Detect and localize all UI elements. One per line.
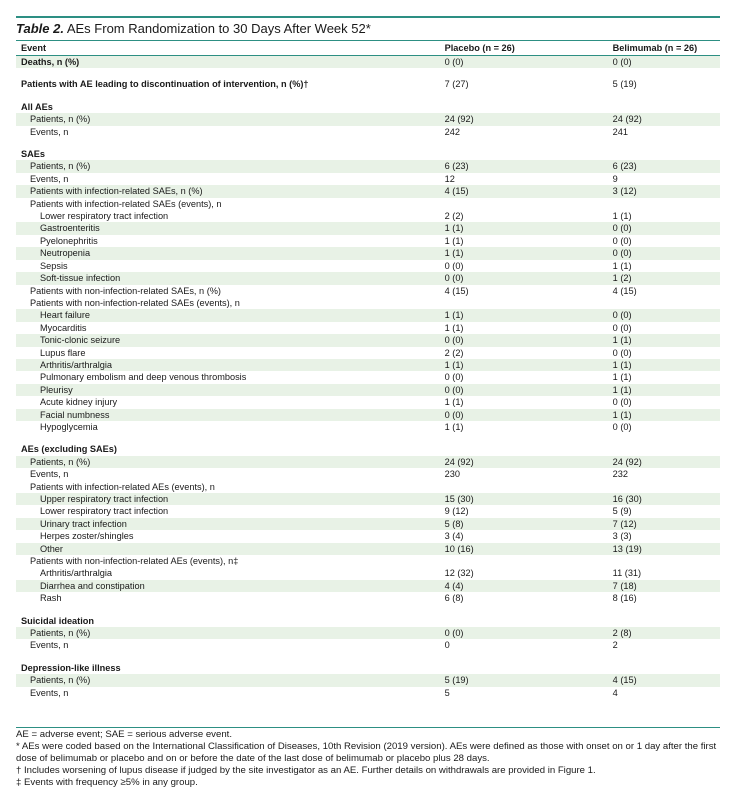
placebo-cell: 0 (444, 640, 450, 651)
belimumab-cell: 0 (0) (612, 322, 632, 333)
table-row (16, 456, 720, 468)
event-cell: Patients with infection-related AEs (events), n (30, 481, 215, 492)
event-cell: Pulmonary embolism and deep venous thrombosis (40, 372, 247, 383)
event-cell: Events, n (30, 687, 69, 698)
event-cell: Patients with non-infection-related SAEs (events), n (30, 297, 240, 308)
table-title: AEs From Randomization to 30 Days After Week 52* (66, 21, 371, 36)
belimumab-cell: 0 (0) (612, 235, 632, 246)
belimumab-cell: 5 (9) (612, 506, 632, 517)
table-row (16, 113, 720, 125)
table-row (16, 198, 720, 210)
event-cell: Acute kidney injury (40, 397, 118, 408)
event-cell: Deaths, n (%) (16, 56, 440, 69)
event-cell: Events, n (30, 173, 69, 184)
placebo-cell: 1 (1) (440, 247, 608, 259)
table-number: Table 2. (16, 21, 64, 36)
belimumab-cell: 0 (0) (608, 222, 720, 234)
event-cell: Pleurisy (16, 384, 440, 396)
table-row (16, 247, 720, 259)
event-cell: Patients with AE leading to discontinuation of intervention, n (%)† (21, 79, 309, 90)
belimumab-cell (608, 662, 720, 674)
event-cell: Sepsis (40, 260, 68, 271)
placebo-cell: 4 (4) (440, 580, 608, 592)
placebo-cell: 12 (32) (444, 568, 474, 579)
bottom-rule (16, 727, 720, 728)
belimumab-cell: 5 (19) (612, 79, 637, 90)
table-row (16, 580, 720, 592)
placebo-cell: 9 (12) (444, 506, 469, 517)
table-section-row (16, 101, 720, 113)
spacer-cell (16, 138, 720, 148)
event-cell: Pyelonephritis (40, 235, 98, 246)
event-cell: Events, n (30, 640, 69, 651)
event-cell: Other (16, 543, 440, 555)
belimumab-cell: 1 (1) (608, 359, 720, 371)
spacer-cell (16, 652, 720, 662)
spacer-cell (16, 91, 720, 101)
belimumab-cell: 3 (3) (612, 531, 632, 542)
table-section-row (16, 56, 720, 69)
event-cell: Patients, n (%) (16, 160, 440, 172)
table-row (16, 210, 720, 222)
belimumab-cell: 24 (92) (608, 456, 720, 468)
event-cell: Patients, n (%) (16, 627, 440, 639)
event-cell: Patients with infection-related SAEs (events), n (30, 198, 222, 209)
event-cell: Patients, n (%) (16, 113, 440, 125)
table-section-row (16, 443, 720, 455)
table-row (16, 235, 720, 247)
event-cell: Arthritis/arthralgia (16, 359, 440, 371)
header-belimumab: Belimumab (n = 26) (608, 41, 720, 56)
placebo-cell: 24 (92) (440, 456, 608, 468)
placebo-cell: 1 (1) (444, 397, 464, 408)
table-row (16, 567, 720, 579)
placebo-cell: 1 (1) (444, 421, 464, 432)
spacer-cell (16, 433, 720, 443)
belimumab-cell: 9 (612, 173, 618, 184)
table-row (16, 260, 720, 272)
event-cell: SAEs (21, 149, 46, 160)
table-row (16, 272, 720, 284)
placebo-cell (440, 481, 608, 493)
table-row (16, 409, 720, 421)
table-row (16, 160, 720, 172)
belimumab-cell: 3 (12) (608, 185, 720, 197)
event-cell: AEs (excluding SAEs) (21, 444, 117, 455)
table-row (16, 359, 720, 371)
belimumab-cell: 241 (612, 126, 629, 137)
placebo-cell (440, 443, 608, 455)
placebo-cell: 0 (0) (440, 627, 608, 639)
table-row (16, 126, 720, 138)
table-row (16, 674, 720, 686)
belimumab-cell: 7 (18) (608, 580, 720, 592)
event-cell: Facial numbness (16, 409, 440, 421)
placebo-cell (440, 101, 608, 113)
placebo-cell: 5 (19) (440, 674, 608, 686)
event-cell: Rash (40, 593, 62, 604)
belimumab-cell: 7 (12) (608, 518, 720, 530)
belimumab-cell (608, 101, 720, 113)
placebo-cell: 0 (0) (444, 372, 464, 383)
header-placebo: Placebo (n = 26) (440, 41, 608, 56)
placebo-cell: 15 (30) (440, 493, 608, 505)
footnotes (16, 729, 722, 789)
belimumab-cell: 8 (16) (612, 593, 637, 604)
belimumab-cell: 1 (1) (608, 384, 720, 396)
placebo-cell: 0 (0) (440, 334, 608, 346)
belimumab-cell (608, 443, 720, 455)
event-cell: Hypoglycemia (40, 421, 98, 432)
event-cell: All AEs (21, 101, 53, 112)
event-cell: Events, n (30, 469, 69, 480)
spacer-row (16, 433, 720, 443)
table-row (16, 421, 720, 433)
event-cell: Herpes zoster/shingles (40, 531, 134, 542)
placebo-cell: 10 (16) (440, 543, 608, 555)
belimumab-cell: 1 (1) (612, 372, 632, 383)
placebo-cell: 0 (0) (440, 272, 608, 284)
table-header-row (16, 41, 720, 56)
belimumab-cell: 1 (1) (612, 260, 632, 271)
belimumab-cell (608, 555, 720, 567)
table-row (16, 222, 720, 234)
belimumab-cell: 0 (0) (612, 421, 632, 432)
table-row (16, 285, 720, 297)
table-section-row (16, 662, 720, 674)
spacer-row (16, 605, 720, 615)
event-cell: Events, n (30, 126, 69, 137)
placebo-cell: 1 (1) (440, 359, 608, 371)
placebo-cell: 1 (1) (440, 222, 608, 234)
table-row (16, 555, 720, 567)
table-row (16, 384, 720, 396)
spacer-row (16, 68, 720, 78)
event-cell: Suicidal ideation (21, 615, 95, 626)
footnote: * AEs were coded based on the International Classification of Diseases, 10th Revision (2019 version). AEs were defined as those with onset on or 1 day after the first dose of belimumab or placebo and on or before the date of the last dose of belimumab or placebo plus 28 days. (16, 741, 717, 764)
event-cell: Lupus flare (40, 347, 86, 358)
belimumab-cell: 6 (23) (608, 160, 720, 172)
event-cell: Lower respiratory tract infection (40, 211, 169, 222)
belimumab-cell: 0 (0) (612, 347, 632, 358)
belimumab-cell: 13 (19) (608, 543, 720, 555)
event-cell: Diarrhea and constipation (16, 580, 440, 592)
placebo-cell: 5 (444, 687, 450, 698)
table-row (16, 347, 720, 359)
placebo-cell (440, 148, 608, 160)
event-cell: Lower respiratory tract infection (40, 506, 169, 517)
belimumab-cell (608, 198, 720, 210)
spacer-cell (16, 605, 720, 615)
event-cell: Depression-like illness (21, 662, 121, 673)
table-caption (16, 20, 371, 38)
placebo-cell: 1 (1) (444, 235, 464, 246)
footnote: † Includes worsening of lupus disease if judged by the site investigator as an AE. Further details on withdrawals are provided in Figure 1. (16, 765, 596, 776)
event-cell: Arthritis/arthralgia (40, 568, 112, 579)
ae-table (16, 41, 720, 699)
table-row (16, 687, 720, 699)
placebo-cell: 1 (1) (440, 309, 608, 321)
table-row (16, 481, 720, 493)
placebo-cell (440, 555, 608, 567)
table-row (16, 468, 720, 480)
table-row (16, 334, 720, 346)
placebo-cell: 5 (8) (440, 518, 608, 530)
table-section-row (16, 148, 720, 160)
event-cell: Neutropenia (16, 247, 440, 259)
table-row (16, 639, 720, 651)
placebo-cell: 3 (4) (444, 531, 464, 542)
event-cell: Soft-tissue infection (16, 272, 440, 284)
placebo-cell: 4 (15) (440, 185, 608, 197)
table-row (16, 297, 720, 309)
placebo-cell: 242 (444, 126, 460, 137)
event-cell: Patients with non-infection-related SAEs, n (%) (30, 285, 221, 296)
table-row (16, 173, 720, 185)
belimumab-cell: 4 (612, 687, 618, 698)
belimumab-cell: 0 (0) (608, 56, 720, 69)
placebo-cell: 1 (1) (444, 322, 464, 333)
spacer-row (16, 91, 720, 101)
table-row (16, 309, 720, 321)
belimumab-cell (608, 615, 720, 627)
event-cell: Patients with non-infection-related AEs (events), n‡ (30, 556, 239, 567)
table-row (16, 493, 720, 505)
placebo-cell (440, 662, 608, 674)
placebo-cell: 2 (2) (444, 211, 464, 222)
placebo-cell: 2 (2) (444, 347, 464, 358)
table-row (16, 371, 720, 383)
table-row (16, 505, 720, 517)
belimumab-cell: 2 (8) (608, 627, 720, 639)
table-row (16, 518, 720, 530)
belimumab-cell: 11 (31) (612, 568, 642, 579)
placebo-cell: 6 (23) (440, 160, 608, 172)
placebo-cell (440, 615, 608, 627)
belimumab-cell: 1 (2) (608, 272, 720, 284)
footnote: AE = adverse event; SAE = serious adverse event. (16, 729, 232, 740)
belimumab-cell (608, 148, 720, 160)
placebo-cell: 0 (0) (444, 260, 464, 271)
table-row (16, 185, 720, 197)
event-cell: Urinary tract infection (16, 518, 440, 530)
placebo-cell (440, 198, 608, 210)
placebo-cell: 24 (92) (440, 113, 608, 125)
placebo-cell: 4 (15) (444, 285, 469, 296)
belimumab-cell: 4 (15) (608, 674, 720, 686)
placebo-cell: 6 (8) (444, 593, 464, 604)
belimumab-cell: 0 (0) (608, 247, 720, 259)
placebo-cell: 230 (444, 469, 460, 480)
belimumab-cell: 232 (612, 469, 629, 480)
footnote: ‡ Events with frequency ≥5% in any group. (16, 777, 198, 788)
belimumab-cell: 0 (0) (608, 309, 720, 321)
table-row (16, 396, 720, 408)
belimumab-cell: 2 (612, 640, 618, 651)
table-row (16, 543, 720, 555)
belimumab-cell (608, 481, 720, 493)
belimumab-cell: 4 (15) (612, 285, 637, 296)
spacer-row (16, 652, 720, 662)
event-cell: Upper respiratory tract infection (16, 493, 440, 505)
top-rule (16, 16, 720, 18)
spacer-row (16, 138, 720, 148)
event-cell: Patients with infection-related SAEs, n (%) (16, 185, 440, 197)
event-cell: Heart failure (16, 309, 440, 321)
table-section-row (16, 78, 720, 90)
placebo-cell: 0 (0) (440, 384, 608, 396)
belimumab-cell (608, 297, 720, 309)
placebo-cell: 0 (0) (440, 56, 608, 69)
spacer-cell (16, 68, 720, 78)
event-cell: Myocarditis (40, 322, 87, 333)
belimumab-cell: 24 (92) (608, 113, 720, 125)
event-cell: Tonic-clonic seizure (16, 334, 440, 346)
belimumab-cell: 0 (0) (612, 397, 632, 408)
event-cell: Patients, n (%) (16, 456, 440, 468)
event-cell: Gastroenteritis (16, 222, 440, 234)
event-cell: Patients, n (%) (16, 674, 440, 686)
table-row (16, 592, 720, 604)
placebo-cell: 7 (27) (444, 79, 469, 90)
table-section-row (16, 615, 720, 627)
table-row (16, 627, 720, 639)
belimumab-cell: 1 (1) (612, 211, 632, 222)
placebo-cell: 0 (0) (440, 409, 608, 421)
header-event: Event (16, 41, 440, 56)
table-row (16, 530, 720, 542)
belimumab-cell: 1 (1) (608, 334, 720, 346)
belimumab-cell: 1 (1) (608, 409, 720, 421)
table-row (16, 322, 720, 334)
placebo-cell: 12 (444, 173, 455, 184)
placebo-cell (440, 297, 608, 309)
belimumab-cell: 16 (30) (608, 493, 720, 505)
